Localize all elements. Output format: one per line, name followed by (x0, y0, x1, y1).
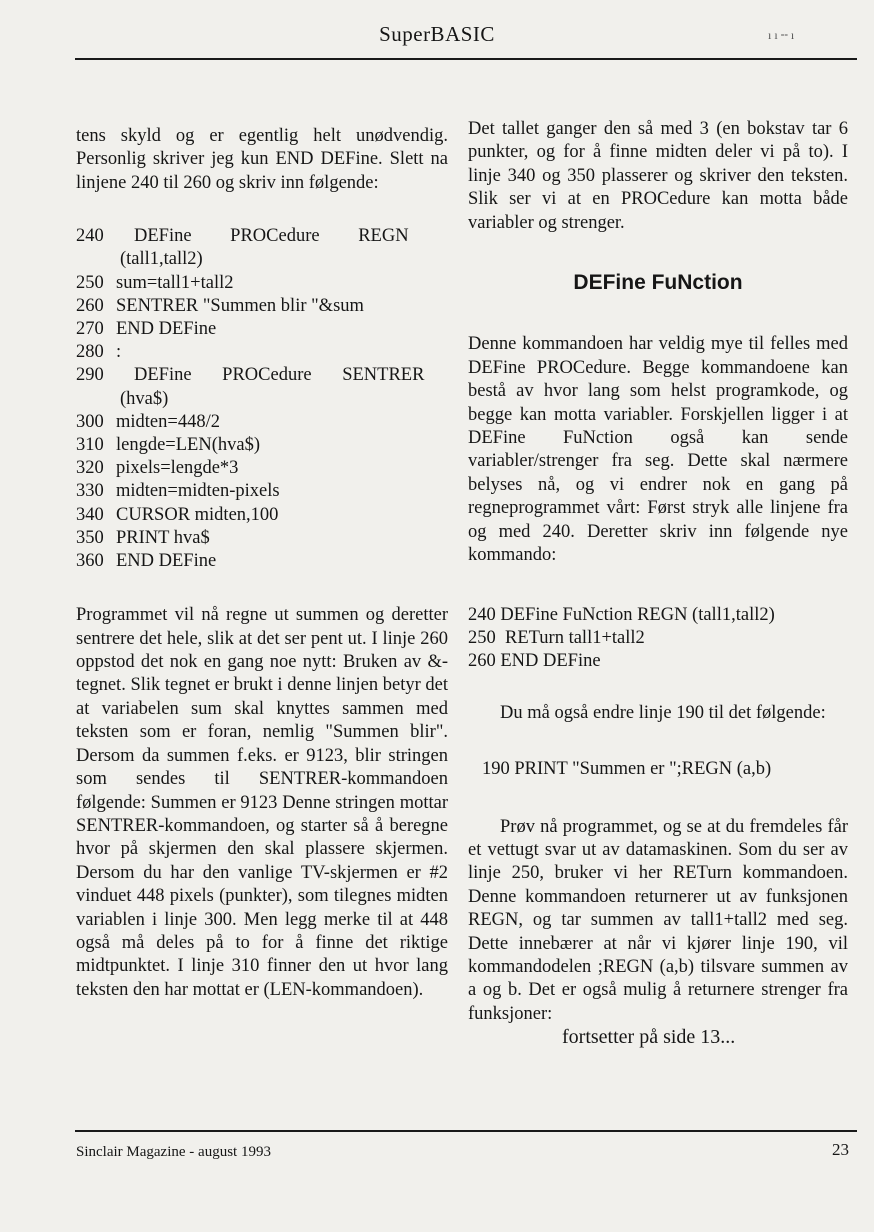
code-text: pixels=lengde*3 (116, 458, 239, 479)
code-text: sum=tall1+tall2 (116, 272, 234, 293)
line-number: 310 (76, 435, 104, 456)
code-line (468, 627, 848, 650)
code-text: END DEFine (116, 319, 217, 340)
line-number: 320 (76, 458, 104, 479)
left-code-listing (76, 225, 448, 573)
line-number: 340 (76, 504, 104, 525)
left-body-paragraph: Programmet vil nå regne ut summen og deretter sentrere det hele, slik at det ser pent ut. I linje 260 oppstod det nok en gang noe nytt: Bruken av &-tegnet. Slik tegnet er brukt i denne linjen betyr det at variabelen sum skal knyttes sammen med teksten som er foran, nemlig "Summen blir". Dersom da summen f.eks. er 9123, blir stringen som sendes til SENTRER-kommandoen følgende: Summen er 9123 Denne stringen mottar SENTRER-kommandoen, og starter så å beregne hvor på skjermen den skal plassere skjermen. Dersom du har den vanlige TV-skjermen er #2 vinduet 448 pixels (punkter), som tilegnes midten variablen i linje 300. Men legg merke til at 448 også må deles på to for å finne det riktige midtpunktet. I linje 310 finner den ut hvor lang teksten den har mottat er (LEN-kommandoen). (76, 605, 448, 1000)
code-line (468, 604, 848, 627)
left-column (76, 125, 448, 1002)
line-number: 240 (76, 226, 104, 247)
footer-publication: Sinclair Magazine - august 1993 (76, 1144, 271, 1160)
line-number: 270 (76, 319, 104, 340)
footer-rule (75, 1130, 857, 1132)
code-text: DEFine PROCedure REGN (134, 226, 409, 247)
code-text: RETurn tall1+tall2 (505, 627, 645, 648)
code-line (76, 225, 448, 248)
code-line (76, 504, 448, 527)
code-line (76, 457, 448, 480)
right-paragraph-1: Denne kommandoen har veldig mye til felles med DEFine PROCedure. Begge kommandoene kan bestå av hvor lang som helst programkode, og begge kan motta variabler. Forskjellen ligger i at DEFine FuNction også kan sende variabler/strenger fra seg. Dette skal nærmere belyses nå, og vi endrer nok en gang på regneprogrammet vårt: Først stryk alle linjene fra og med 240. Deretter skriv inn følgende nye kommando: (468, 334, 848, 566)
page-number: 23 (832, 1140, 849, 1159)
code-text: END DEFine (500, 651, 601, 672)
line-number: 330 (76, 481, 104, 502)
code-text: DEFine PROCedure SENTRER (134, 365, 425, 386)
left-intro-paragraph: tens skyld og er egentlig helt unødvendig. Personlig skriver jeg kun END DEFine. Slett na linjene 240 til 260 og skriv inn følgende: (76, 126, 448, 193)
line-number: 240 (468, 604, 496, 625)
code-text: CURSOR midten,100 (116, 504, 279, 525)
code-line (76, 480, 448, 503)
header-rule (75, 58, 857, 60)
code-text: PRINT hva$ (116, 527, 210, 548)
code-text: lengde=LEN(hva$) (116, 435, 260, 456)
section-heading: DEFine FuNction (573, 271, 743, 295)
header-corner-mark: ı ı ╌ ı (768, 28, 795, 42)
code-text: DEFine FuNction REGN (tall1,tall2) (500, 604, 775, 625)
right-column (468, 118, 848, 1050)
code-line-190: 190 PRINT "Summen er ";REGN (a,b) (482, 759, 772, 780)
code-text: : (116, 342, 122, 363)
code-text: SENTRER "Summen blir "&sum (116, 295, 364, 316)
code-text: midten=448/2 (116, 411, 220, 432)
line-number: 290 (76, 365, 104, 386)
code-line (76, 295, 448, 318)
code-line (76, 550, 448, 573)
right-code-listing (468, 604, 848, 674)
line-number: 360 (76, 551, 104, 572)
code-line (76, 527, 448, 550)
code-line (76, 341, 448, 364)
code-continuation: (hva$) (120, 388, 169, 409)
code-line (468, 650, 848, 673)
code-line (76, 272, 448, 295)
code-line (76, 434, 448, 457)
line-number: 260 (76, 295, 104, 316)
right-intro-paragraph: Det tallet ganger den så med 3 (en bokstav tar 6 punkter, og for å finne midten deler vi på to). I linje 340 og 350 plasserer og skriver den teksten. Slik ser vi at en PROCedure kan motta både variabler og strenger. (468, 119, 848, 233)
code-text: midten=midten-pixels (116, 481, 280, 502)
line-number: 280 (76, 342, 104, 363)
continues-note: fortsetter på side 13... (562, 1026, 736, 1049)
right-paragraph-2: Du må også endre linje 190 til det følgende: (500, 702, 826, 723)
line-number: 300 (76, 411, 104, 432)
code-line (76, 364, 448, 387)
running-header: SuperBASIC (379, 22, 495, 46)
line-number: 350 (76, 527, 104, 548)
line-number: 250 (76, 272, 104, 293)
code-line (76, 411, 448, 434)
code-line (76, 318, 448, 341)
code-text: END DEFine (116, 551, 217, 572)
line-number: 250 (468, 627, 496, 648)
line-number: 260 (468, 651, 496, 672)
code-continuation: (tall1,tall2) (120, 249, 203, 270)
right-paragraph-3: Prøv nå programmet, og se at du fremdeles får et vettugt svar ut av datamaskinen. Som du ser av linje 250, bruker vi her RETurn kommandoen. Denne kommandoen returnerer ut av funksjonen REGN, og tar summen av tall1+tall2 med seg. Dette innebærer at når vi kjører linje 190, vil kommandodelen ;REGN (a,b) tilsvare summen av a og b. Det er også mulig å returnere strenger fra funksjoner: (468, 816, 848, 1024)
